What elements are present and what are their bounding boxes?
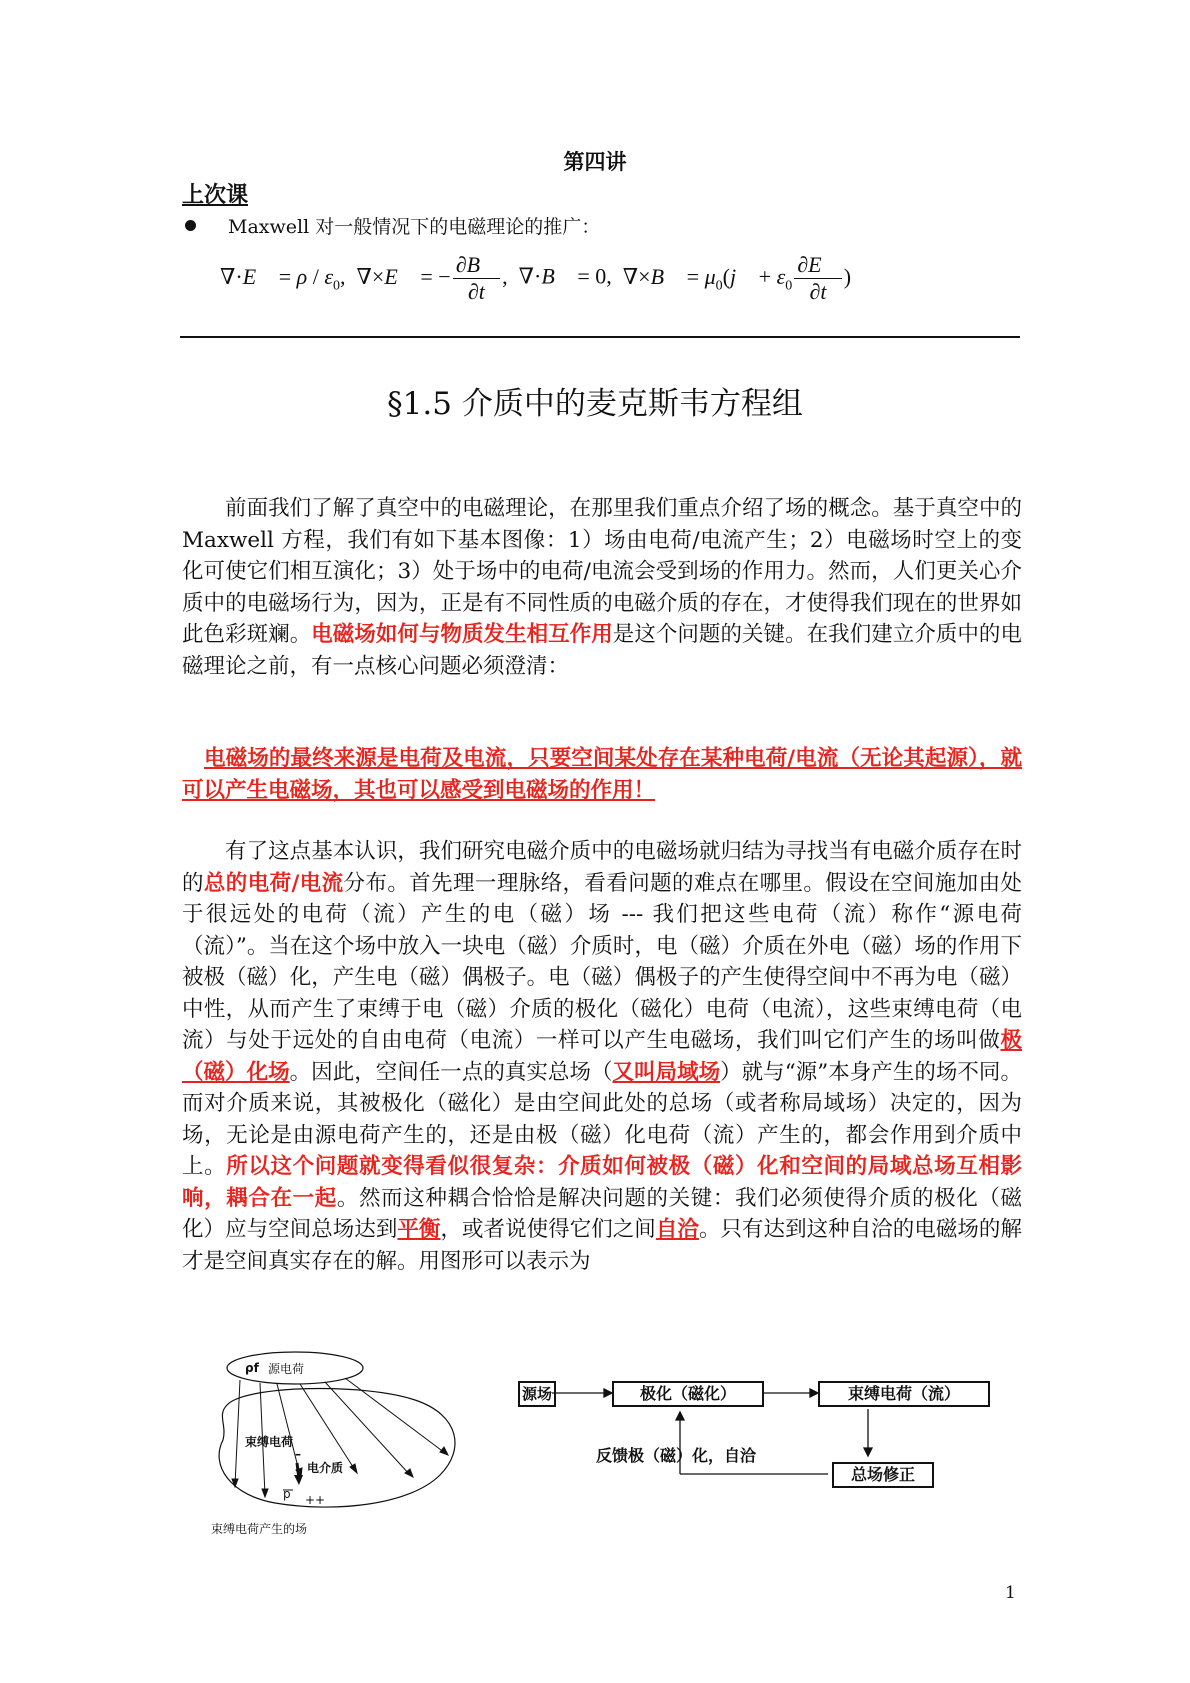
highlight-local-field: 又叫局域场 xyxy=(612,1059,721,1085)
highlight-balance: 平衡 xyxy=(397,1217,441,1242)
bound-charge-label: 束缚电荷 xyxy=(245,1435,294,1449)
key-statement xyxy=(182,743,1022,807)
equation-curl-e: ∇×E⃗ = − $\frac{\partial B⃗}{\partial t}$ , xyxy=(356,252,519,304)
paragraph-main-text-1: 有了这点基本认识，我们研究电磁介质中的电磁场就归结为寻找当有电磁介质存在时的 xyxy=(182,839,1022,896)
paragraph-main-text-6: ，或者说使得它们之间 xyxy=(440,1217,656,1242)
box-bound-charge: 束缚电荷（流） xyxy=(818,1381,990,1407)
highlight-polarization-field: 极（磁）化场 xyxy=(182,1028,1022,1085)
box-total-field-correction: 总场修正 xyxy=(832,1462,934,1488)
highlight-coupling: 所以这个问题就变得看似很复杂：介质如何被极（磁）化和空间的局域总场互相影响，耦合在一起 xyxy=(182,1154,1022,1211)
paragraph-main-text-3: 。因此，空间任一点的真实总场（ xyxy=(289,1059,613,1085)
paragraph-main-text-4: ）就与“源”本身产生的场不同。而对介质来说，其被极化（磁化）是由空间此处的总场（或者称局域场）决定的，因为场，无论是由源电荷产生的，还是由极（磁）化电荷（流）产生的，都会作用到介质中上。 xyxy=(182,1059,1022,1179)
figure-caption: 束缚电荷产生的场 xyxy=(211,1522,308,1536)
figure-bound-charge xyxy=(211,1345,485,1536)
dipole-label: p xyxy=(283,1487,291,1501)
paragraph-intro-highlight: 电磁场如何与物质发生相互作用 xyxy=(311,622,613,647)
lecture-title: 第四讲 xyxy=(563,149,627,174)
divider-line xyxy=(180,336,1020,338)
minus-sign: – xyxy=(295,1447,301,1461)
box-polarization: 极化（磁化） xyxy=(612,1381,764,1407)
plus-signs: ++ xyxy=(305,1493,326,1507)
paragraph-main-text-5: 。然而这种耦合恰恰是解决问题的关键：我们必须使得介质的极化（磁化）应与空间总场达到 xyxy=(182,1185,1022,1242)
dipole-arrow-head-icon xyxy=(294,1475,303,1485)
paragraph-main xyxy=(182,836,1022,1277)
box-source-field: 源场 xyxy=(518,1381,556,1407)
highlight-total-charge: 总的电荷/电流 xyxy=(203,870,344,896)
highlight-self-consistent: 自洽 xyxy=(655,1217,699,1242)
bullet-dot-icon xyxy=(185,220,196,231)
equation-div-b: ∇·B⃗ = 0, xyxy=(518,263,623,289)
paragraph-intro xyxy=(182,493,1022,682)
key-statement-text: 电磁场的最终来源是电荷及电流，只要空间某处存在某种电荷/电流（无论其起源），就可以产生电磁场，其也可以感受到电磁场的作用！ xyxy=(182,746,1022,803)
page-number: 1 xyxy=(1005,1583,1016,1603)
paragraph-main-text-7: 。只有达到这种自洽的电磁场的解才是空间真实存在的解。用图形可以表示为 xyxy=(182,1217,1022,1274)
previous-class-heading: 上次课 xyxy=(182,182,249,208)
source-charge-label: 源电荷 xyxy=(268,1362,305,1376)
feedback-label: 反馈极（磁）化，自洽 xyxy=(596,1446,757,1465)
source-charge-symbol: ρf xyxy=(245,1361,259,1375)
bullet-item xyxy=(182,212,600,239)
equation-div-e: ∇·E⃗ = ρ / $\varepsilon_0$, xyxy=(220,263,357,293)
maxwell-equations xyxy=(220,252,851,305)
paragraph-main-text-2: 分布。首先理一理脉络，看看问题的难点在哪里。假设在空间施加由处于很远处的电荷（流）产生的电（磁）场 --- 我们把这些电荷（流）称作“源电荷（流）”。当在这个场中放入一块电（磁）介质时，电（磁）介质在外电（磁）场的作用下被极（磁）化，产生电（磁）偶极子。电（磁）偶极子的产生使得空间中不再为电（磁）中性，从而产生了束缚于电（磁）介质的极化（磁化）电荷（电流），这些束缚电荷（电流）与处于远处的自由电荷（电流）一样可以产生电磁场，我们叫它们产生的场叫做 xyxy=(182,870,1022,1053)
medium-label: 电介质 xyxy=(307,1461,344,1475)
section-title: §1.5 介质中的麦克斯韦方程组 xyxy=(387,386,803,422)
bullet-text: Maxwell 对一般情况下的电磁理论的推广： xyxy=(228,216,601,238)
paragraph-intro-text-b: 是这个问题的关键。在我们建立介质中的电磁理论之前，有一点核心问题必须澄清： xyxy=(182,622,1022,679)
equation-curl-b: ∇×B⃗ = $\mu_0(j⃗ + \varepsilon_0$ $\frac{\partial E⃗}{\partial t}$ ) xyxy=(622,252,852,304)
paragraph-intro-text-a: 前面我们了解了真空中的电磁理论，在那里我们重点介绍了场的概念。基于真空中的 Maxwell 方程，我们有如下基本图像：1）场由电荷/电流产生；2）电磁场时空上的变化可使它们相互演化；3）处于场中的电荷/电流会受到场的作用力。然而，人们更关心介质中的电磁场行为，因为，正是有不同性质的电磁介质的存在，才使得我们现在的世界如此色彩斑斓。 xyxy=(182,496,1022,647)
